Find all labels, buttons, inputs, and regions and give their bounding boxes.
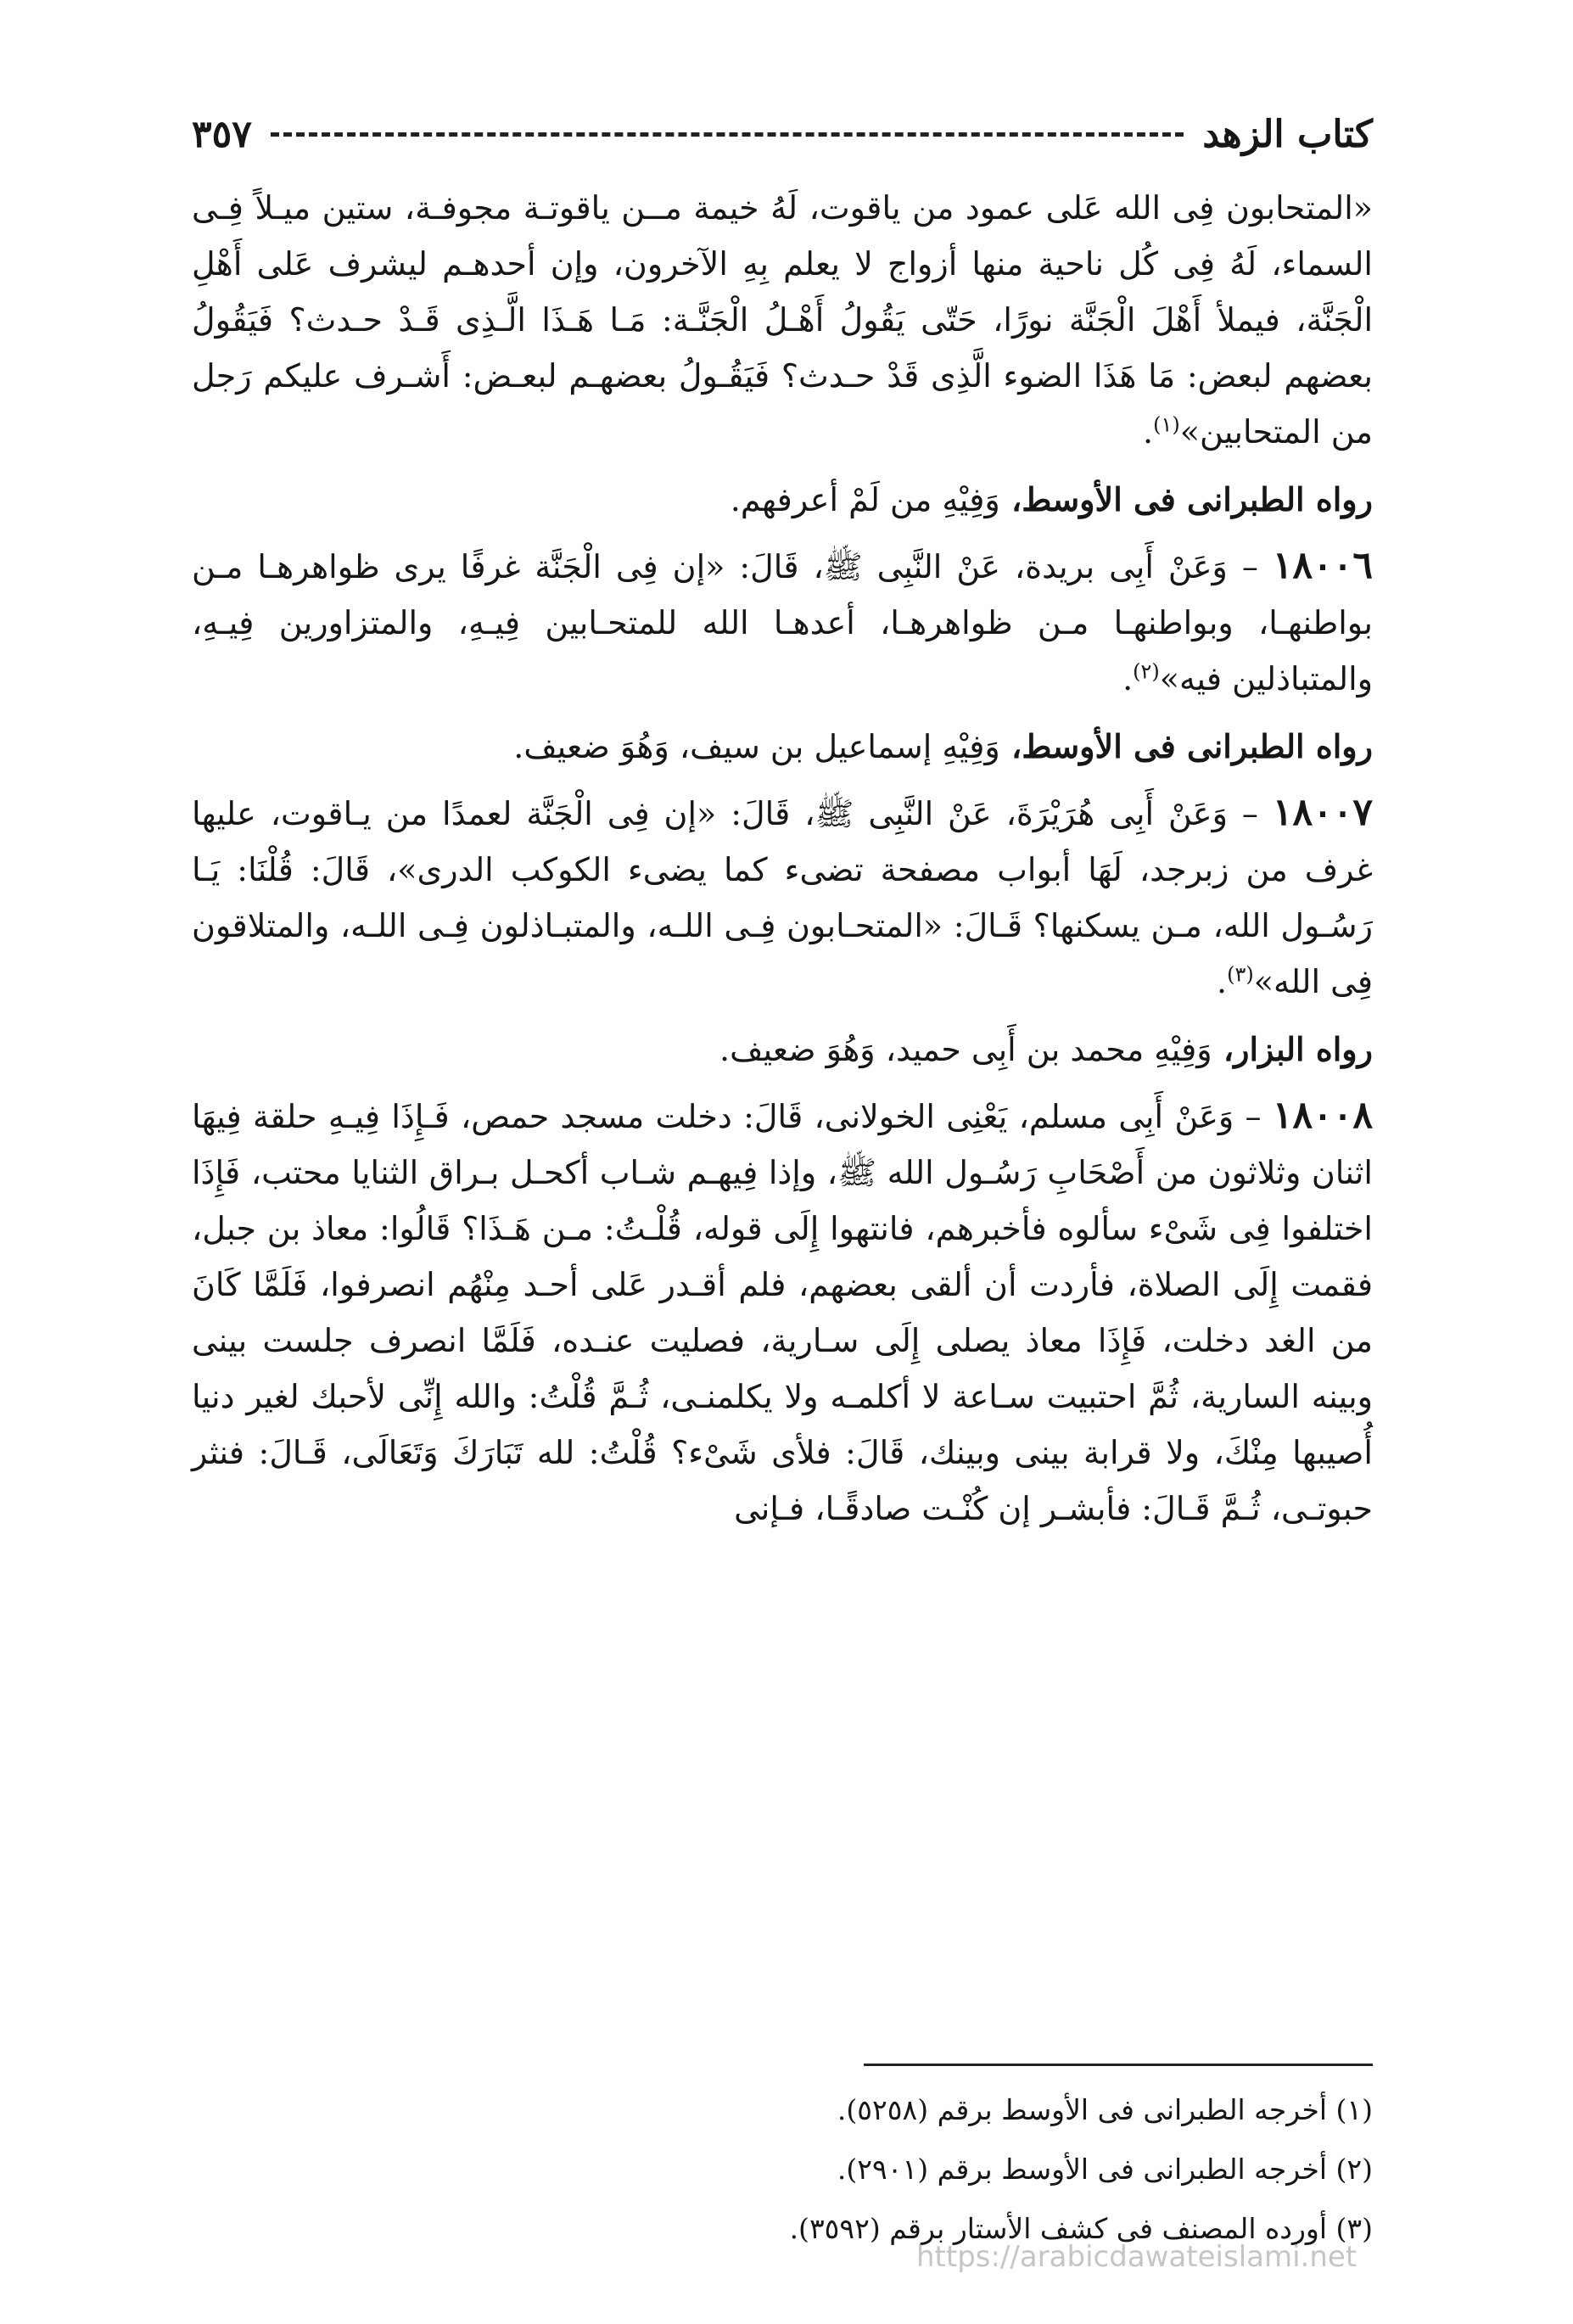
source-label: رواه الطبرانى فى الأوسط، [1011, 480, 1373, 518]
footnote-item: (١) أخرجه الطبرانى فى الأوسط برقم (٥٢٥٨). [837, 2093, 1373, 2126]
footnotes [192, 2080, 1373, 2259]
footnote-item: (٣) أورده المصنف فى كشف الأستار برقم (٣٥٩٢). [789, 2212, 1373, 2245]
hadith-text: – وَعَنْ أَبِى هُرَيْرَةَ، عَنْ النَّبِى ﷺ، قَالَ: «إن فِى الْجَنَّة لعمدًا من يـاقوت، عليها غرف من زبرجد، لَهَا أبواب مصفحة تضىء كما يضىء الكوكب الدرى»، قَالَ: قُلْنَا: يَـا رَسُـول الله، مـن يسكنها؟ قَـالَ: «المتحـابون فِـى اللـه، والمتبـاذلون فِـى اللـه، والمتلاقون فِى الله» [192, 795, 1373, 1000]
hadith-text: – وَعَنْ أَبِى بريدة، عَنْ النَّبِى ﷺ، قَالَ: «إن فِى الْجَنَّة غرفًا يرى ظواهرهـا مـن بواطنهـا، وبواطنهـا مـن ظواهرهـا، أعدهـا الله للمتحـابين فِيـهِ، والمتزاورين فِيـهِ، والمتباذلين فيه» [192, 548, 1373, 697]
footnote-ref[interactable]: (١) [1153, 412, 1180, 437]
source-label: رواه البزار، [1223, 1030, 1373, 1068]
hadith-number: ١٨٠٠٨ [1272, 1094, 1373, 1137]
footnote-ref[interactable]: (٢) [1133, 659, 1160, 684]
hadith-continuation: «المتحابون فِى الله عَلى عمود من ياقوت، لَهُ خيمة مــن ياقوتـة مجوفـة، ستين ميـلاً فِـى السماء، لَهُ فِى كُل ناحية منها أزواج لا يعلم بِهِ الآخرون، وإن أحدهـم ليشرف عَلى أَهْلِ الْجَنَّة، فيملأ أَهْلَ الْجَنَّة نورًا، حَتّى يَقُولُ أَهْـلُ الْجَنَّـة: مَـا هَـذَا الَّـذِى قَـدْ حـدث؟ فَيَقُولُ بعضهم لبعض: مَا هَذَا الضوء الَّذِى قَدْ حـدث؟ فَيَقُـولُ بعضهـم لبعـض: أَشـرف عليكم رَجل من المتحابين»$^{(١)}$. [192, 189, 1373, 451]
hadith-source [192, 719, 1373, 775]
hadith-text: – وَعَنْ أَبِى مسلم، يَعْنِى الخولانى، قَالَ: دخلت مسجد حمص، فَـإِذَا فِيـهِ حلقة فِيهَا اثنان وثلاثون من أَصْحَابِ رَسُـول الله ﷺ، وإذا فِيهـم شـاب أكحـل بـراق الثنايا محتب، فَإِذَا اختلفوا فِى شَىْء سألوه فأخبرهم، فانتهوا إِلَى قوله، قُلْـتُ: مـن هَـذَا؟ قَالُوا: معاذ بن جبل، فقمت إِلَى الصلاة، فأردت أن ألقى بعضهم، فلم أقـدر عَلى أحـد مِنْهُم انصرفوا، فَلَمَّا كَانَ من الغد دخلت، فَإِذَا معاذ يصلى إِلَى سـارية، فصليت عنـده، فَلَمَّا انصرف جلست بينى وبينه السارية، ثُمَّ احتبيت سـاعة لا أكلمـه ولا يكلمنـى، ثُـمَّ قُلْتُ: والله إِنِّى لأحبك لغير دنيا أُصيبها مِنْكَ، ولا قرابة بينى وبينك، قَالَ: فلأى شَىْء؟ قُلْتُ: لله تَبَارَكَ وَتَعَالَى، قَـالَ: فنثر حبوتـى، ثُـمَّ قَـالَ: فأبشـر إن كُنْـت صادقًـا، فـإنى [192, 1098, 1374, 1527]
running-header [192, 100, 1373, 168]
footnote-item: (٢) أخرجه الطبرانى فى الأوسط برقم (٢٩٠١). [837, 2153, 1373, 2186]
hadith-text: «المتحابون فِى الله عَلى عمود من ياقوت، لَهُ خيمة مــن ياقوتـة مجوفـة، ستين ميـلاً فِـى السماء، لَهُ فِى كُل ناحية منها أزواج لا يعلم بِهِ الآخرون، وإن أحدهـم ليشرف عَلى أَهْلِ الْجَنَّة، فيملأ أَهْلَ الْجَنَّة نورًا، حَتّى يَقُولُ أَهْـلُ الْجَنَّـة: مَـا هَـذَا الَّـذِى قَـدْ حـدث؟ فَيَقُولُ بعضهم لبعض: مَا هَذَا الضوء الَّذِى قَدْ حـدث؟ فَيَقُـولُ بعضهـم لبعـض: أَشـرف عليكم رَجل من المتحابين» [192, 189, 1373, 451]
hadith-entry [192, 1088, 1373, 1537]
hadith-source [192, 472, 1373, 528]
hadith-number: ١٨٠٠٧ [1272, 791, 1373, 834]
chapter-title: كتاب الزهد [1202, 112, 1373, 156]
source-note: وَفِيْهِ من لَمْ أعرفهم. [730, 481, 1000, 518]
header-dashed-rule [271, 132, 1184, 137]
hadith-entry: ١٨٠٠٧ – وَعَنْ أَبِى هُرَيْرَةَ، عَنْ النَّبِى ﷺ، قَالَ: «إن فِى الْجَنَّة لعمدًا من يـاقوت، عليها غرف من زبرجد، لَهَا أبواب مصفحة تضىء كما يضىء الكوكب الدرى»، قَالَ: قُلْنَا: يَـا رَسُـول الله، مـن يسكنها؟ قَـالَ: «المتحـابون فِـى اللـه، والمتبـاذلون فِـى اللـه، والمتلاقون فِى الله»$^{(٣)}$. [192, 791, 1373, 1000]
hadith-source [192, 1022, 1373, 1078]
source-note: وَفِيْهِ إسماعيل بن سيف، وَهُوَ ضعيف. [513, 728, 1000, 765]
watermark: https://arabicdawateislami.net [916, 2240, 1357, 2274]
hadith-entry: ١٨٠٠٦ – وَعَنْ أَبِى بريدة، عَنْ النَّبِى ﷺ، قَالَ: «إن فِى الْجَنَّة غرفًا يرى ظواهرهـا مـن بواطنهـا، وبواطنهـا مـن ظواهرهـا، أعدهـا الله للمتحـابين فِيـهِ، والمتزاورين فِيـهِ، والمتباذلين فيه»$^{(٢)}$. [192, 544, 1373, 697]
page-number: ٣٥٧ [192, 112, 252, 156]
source-label: رواه الطبرانى فى الأوسط، [1011, 727, 1373, 765]
hadith-number: ١٨٠٠٦ [1272, 544, 1373, 587]
main-text [192, 180, 1373, 1548]
footnote-ref[interactable]: (٣) [1227, 962, 1254, 987]
source-note: وَفِيْهِ محمد بن أَبِى حميد، وَهُوَ ضعيف. [719, 1031, 1212, 1068]
footnote-divider [864, 2064, 1373, 2066]
